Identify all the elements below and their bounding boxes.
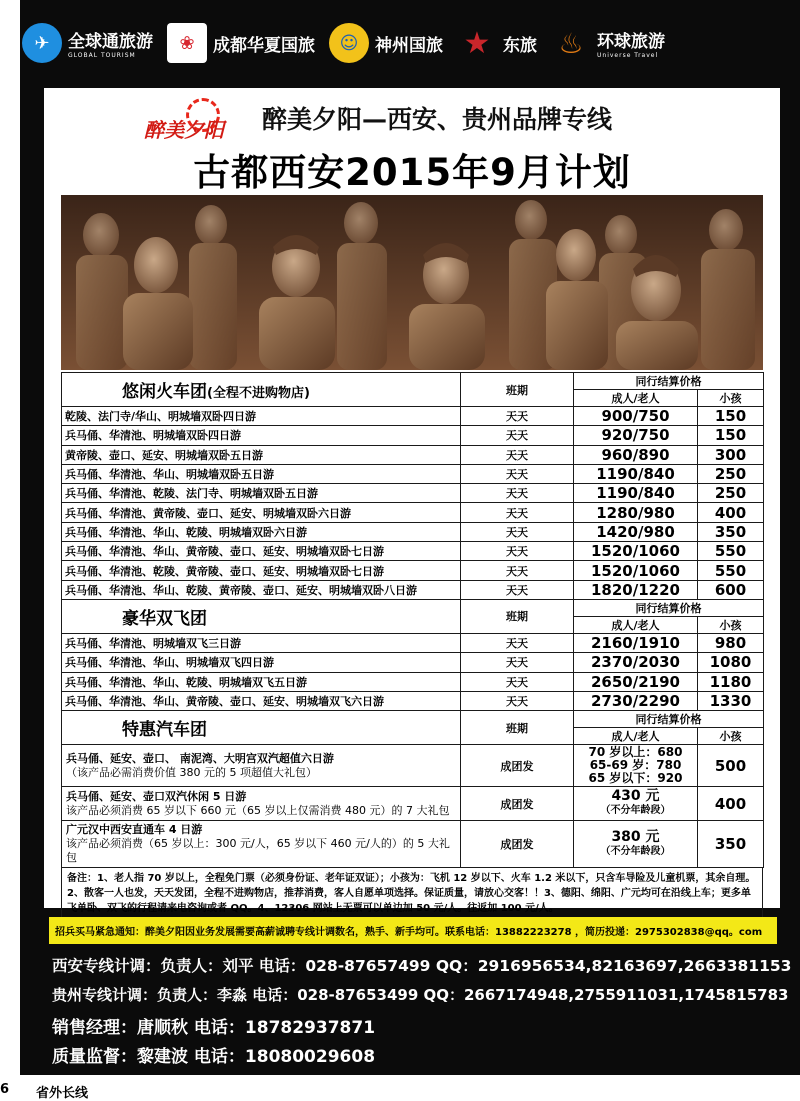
col-child-header: 小孩 [698,390,764,407]
col-adult-header: 成人/老人 [574,390,698,407]
section-header-row [62,373,764,390]
schedule-cell: 天天 [461,672,574,691]
contact-quality-supervisor: 质量监督：黎建波 电话：18080029608 [52,1047,376,1067]
route-cell: 兵马俑、华清池、明城墙双飞三日游 [62,633,461,652]
logo-name: 神州国旅 [375,35,443,56]
schedule-cell: 成团发 [461,787,574,821]
star-icon: ★ [463,25,491,61]
adult-price-cell: 920/750 [574,426,698,445]
route-cell: 兵马俑、华清池、华山、明城墙双卧五日游 [62,464,461,483]
terracotta-warriors-photo [61,195,763,370]
adult-price-cell: 1190/840 [574,484,698,503]
page-footer [0,1082,800,1100]
footer-section-name: 省外长线 [36,1086,89,1101]
adult-price-cell: 1520/1060 [574,561,698,580]
table-row [62,653,764,672]
child-price-cell: 250 [698,464,764,483]
child-price-cell: 1080 [698,653,764,672]
logo-huaxia [167,23,315,63]
adult-price-cell: 2370/2030 [574,653,698,672]
recruit-banner: 招兵买马紧急通知：醉美夕阳因业务发展需要高薪诚聘专线计调数名，熟手、新手均可。联系电话：13882223278 ，简历投递：2975302838@qq。com [49,917,777,944]
table-row [62,542,764,561]
route-cell: 兵马俑、华清池、乾陵、黄帝陵、壶口、延安、明城墙双卧七日游 [62,561,461,580]
fly-section [62,599,764,710]
route-cell: 兵马俑、华清池、华山、黄帝陵、壶口、延安、明城墙双卧七日游 [62,542,461,561]
logo-sub: Universe Travel [597,52,659,59]
table-row [62,745,764,787]
page-title: 古都西安2015年9月计划 [193,151,631,194]
table-row [62,464,764,483]
route-cell: 兵马俑、华清池、明城墙双卧四日游 [62,426,461,445]
contact-xian: 西安专线计调：负责人：刘平 电话：028-87657499 QQ：2916956534,82163697,2663381153 [52,957,792,975]
route-cell: 兵马俑、华清池、华山、明城墙双飞四日游 [62,653,461,672]
section-title-bus: 特惠汽车团 [62,711,461,745]
logo-universe-travel [551,23,665,63]
section-header-row [62,599,764,616]
schedule-cell: 天天 [461,580,574,599]
logo-global-tourism [22,23,153,63]
adult-price-cell: 2730/2290 [574,691,698,710]
brand-title: 醉美夕阳—西安、贵州品牌专线 [262,105,613,134]
section-header-row [62,711,764,728]
logo-eits [457,23,537,63]
table-row [62,821,764,868]
schedule-cell: 天天 [461,561,574,580]
child-price-cell: 150 [698,407,764,426]
terracotta-photo-art [61,195,763,370]
child-price-cell: 250 [698,484,764,503]
section-title-fly: 豪华双飞团 [62,599,461,633]
logo-name: 成都华夏国旅 [213,35,315,56]
col-child-header: 小孩 [698,728,764,745]
contact-guizhou: 贵州专线计调：负责人：李淼 电话：028-87653499 QQ：2667174948,2755911031,1745815783 [52,986,789,1004]
table-row [62,691,764,710]
child-price-cell: 600 [698,580,764,599]
flame-icon: ♨ [558,26,584,60]
table-row [62,580,764,599]
route-cell: 黄帝陵、壶口、延安、明城墙双卧五日游 [62,445,461,464]
adult-price-cell: 1190/840 [574,464,698,483]
mascot-icon: ☺ [329,23,369,63]
logo-name: 全球通旅游 [68,32,153,52]
schedule-cell: 天天 [461,445,574,464]
adult-price-cell: 960/890 [574,445,698,464]
child-price-cell: 1180 [698,672,764,691]
schedule-cell: 天天 [461,464,574,483]
bus-section [62,711,764,868]
remarks-note: 备注：1、老人指 70 岁以上，全程免门票（必须身份证、老年证双证）；小孩为：飞机 12 岁以下、火车 1.2 米以下，只含车导险及儿童机票，其余自理。2、散客一人也发，天天发团，全程不进购物店，推荐消费，客人自愿单项选择。保证质量，请放心交客！！3、德阳、绵阳、广元均可在沿线上车；更多单飞单卧、双飞的行程请来电咨询或者 QQ。4、12306 网站上无票可以单边加 50 元/人。往返加 100 元/人。 [61,868,763,920]
child-price-cell: 550 [698,542,764,561]
schedule-cell: 天天 [461,407,574,426]
route-cell: 兵马俑、华清池、乾陵、法门寺、明城墙双卧五日游 [62,484,461,503]
logo-shenzhou [329,23,443,63]
train-section [62,373,764,600]
adult-price-cell: 1280/980 [574,503,698,522]
logo-sub: GLOBAL TOURISM [68,52,136,59]
route-cell: 兵马俑、华清池、黄帝陵、壶口、延安、明城墙双卧六日游 [62,503,461,522]
schedule-cell: 天天 [461,542,574,561]
schedule-cell: 天天 [461,633,574,652]
sunset-logo [144,98,254,142]
contact-sales-manager: 销售经理：唐顺秋 电话：18782937871 [52,1018,376,1038]
route-cell: 广元汉中西安直通车 4 日游 该产品必须消费（65 岁以上：300 元/人，65 岁以下 460 元/人的）的 5 大礼包 [62,821,461,868]
col-schedule-header: 班期 [461,373,574,407]
table-row [62,426,764,445]
table-row [62,787,764,821]
schedule-cell: 成团发 [461,745,574,787]
child-price-cell: 500 [698,745,764,787]
col-adult-header: 成人/老人 [574,728,698,745]
col-price-group-header: 同行结算价格 [574,599,764,616]
adult-price-cell: 70 岁以上：680 65-69 岁：780 65 岁以下：920 [574,745,698,787]
child-price-cell: 150 [698,426,764,445]
adult-price-cell: 1420/980 [574,522,698,541]
route-cell: 兵马俑、延安、壶口、 南泥湾、大明宫双汽超值六日游 （该产品必需消费价值 380 元的 5 项超值大礼包） [62,745,461,787]
adult-price-cell: 1820/1220 [574,580,698,599]
route-cell: 兵马俑、华清池、华山、乾陵、黄帝陵、壶口、延安、明城墙双卧八日游 [62,580,461,599]
schedule-cell: 天天 [461,503,574,522]
col-schedule-header: 班期 [461,599,574,633]
route-cell: 兵马俑、延安、壶口双汽休闲 5 日游 该产品必须消费 65 岁以下 660 元（65 岁以上仅需消费 480 元）的 7 大礼包 [62,787,461,821]
route-cell: 兵马俑、华清池、华山、乾陵、明城墙双卧六日游 [62,522,461,541]
child-price-cell: 980 [698,633,764,652]
child-price-cell: 350 [698,522,764,541]
adult-price-cell: 2160/1910 [574,633,698,652]
route-cell: 兵马俑、华清池、华山、黄帝陵、壶口、延安、明城墙双飞六日游 [62,691,461,710]
child-price-cell: 300 [698,445,764,464]
child-price-cell: 1330 [698,691,764,710]
schedule-cell: 天天 [461,691,574,710]
schedule-table [61,372,764,868]
airplane-icon: ✈ [22,23,62,63]
child-price-cell: 550 [698,561,764,580]
section-title-train: 悠闲火车团(全程不进购物店) [62,373,461,407]
adult-price-cell: 430 元 （不分年龄段） [574,787,698,821]
col-adult-header: 成人/老人 [574,616,698,633]
table-row [62,445,764,464]
table-row [62,407,764,426]
schedule-cell: 天天 [461,522,574,541]
table-row [62,484,764,503]
route-cell: 乾陵、法门寺/华山、明城墙双卧四日游 [62,407,461,426]
table-row [62,522,764,541]
col-price-group-header: 同行结算价格 [574,711,764,728]
schedule-cell: 天天 [461,653,574,672]
route-cell: 兵马俑、华清池、华山、乾陵、明城墙双飞五日游 [62,672,461,691]
schedule-cell: 成团发 [461,821,574,868]
col-price-group-header: 同行结算价格 [574,373,764,390]
logo-name: 环球旅游 [597,32,665,52]
child-price-cell: 400 [698,503,764,522]
col-schedule-header: 班期 [461,711,574,745]
table-row [62,672,764,691]
brand-logo-text: 醉美夕阳 [144,118,224,142]
agency-logo-bar [22,8,782,78]
schedule-cell: 天天 [461,426,574,445]
table-row [62,633,764,652]
page-number: 6 [0,1082,10,1097]
schedule-cell: 天天 [461,484,574,503]
adult-price-cell: 1520/1060 [574,542,698,561]
adult-price-cell: 380 元 （不分年龄段） [574,821,698,868]
adult-price-cell: 2650/2190 [574,672,698,691]
child-price-cell: 400 [698,787,764,821]
logo-name: 东旅 [503,35,537,56]
table-row [62,503,764,522]
butterfly-icon: ❀ [167,23,207,63]
col-child-header: 小孩 [698,616,764,633]
table-row [62,561,764,580]
brand-line [144,98,744,142]
content-panel [44,88,780,914]
adult-price-cell: 900/750 [574,407,698,426]
child-price-cell: 350 [698,821,764,868]
